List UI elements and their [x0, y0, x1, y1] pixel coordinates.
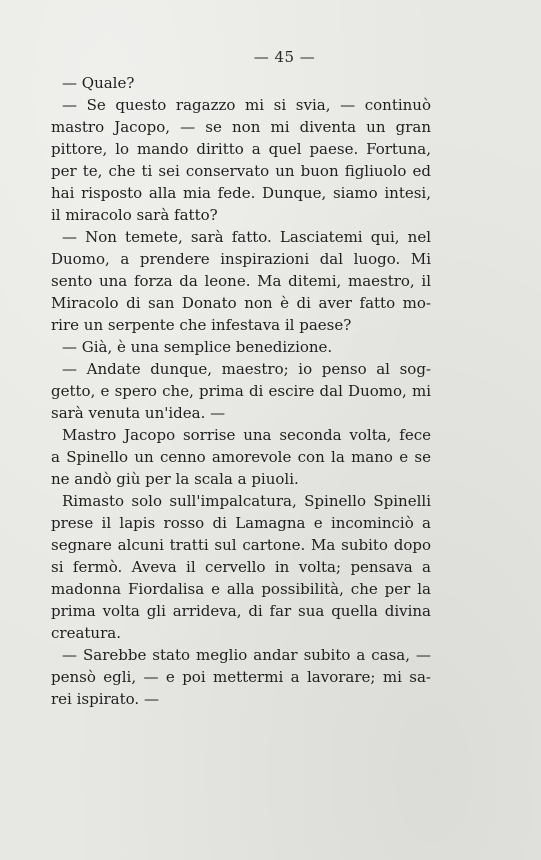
text-line: sarà venuta un'idea. — [51, 404, 226, 422]
text-line: — Se questo ragazzo mi si svia, — continuò [62, 96, 431, 114]
text-line: ne andò giù per la scala a piuoli. [51, 470, 299, 488]
text-line: — Già, è una semplice benedizione. [62, 338, 333, 356]
paragraph [51, 226, 431, 336]
text-line: — Non temete, sarà fatto. Lasciatemi qui, nel [62, 228, 431, 246]
paragraph [51, 424, 431, 490]
paragraph [51, 490, 431, 644]
text-line: per te, che ti sei conservato un buon figliuolo ed [51, 162, 431, 180]
text-line: pensò egli, — e poi mettermi a lavorare; mi sa- [51, 668, 431, 686]
paragraph [51, 72, 431, 94]
text-line: il miracolo sarà fatto? [51, 206, 218, 224]
text-line: sento una forza da leone. Ma ditemi, maestro, il [51, 272, 431, 290]
text-line: mastro Jacopo, — se non mi diventa un gran [51, 118, 431, 136]
text-line: rei ispirato. — [51, 690, 159, 708]
text-line: — Andate dunque, maestro; io penso al sog- [62, 360, 431, 378]
text-line: hai risposto alla mia fede. Dunque, siamo intesi, [51, 184, 431, 202]
text-line: rire un serpente che infestava il paese? [51, 316, 352, 334]
body-text [51, 72, 431, 710]
text-line: si fermò. Aveva il cervello in volta; pensava a [51, 558, 431, 576]
paragraph [51, 358, 431, 424]
text-line: Duomo, a prendere inspirazioni dal luogo. Mi [51, 250, 431, 268]
text-line: pittore, lo mando diritto a quel paese. Fortuna, [51, 140, 431, 158]
text-line: Mastro Jacopo sorrise una seconda volta, fece [62, 426, 431, 444]
text-line: — Quale? [62, 74, 135, 92]
paragraph [51, 94, 431, 226]
text-line: segnare alcuni tratti sul cartone. Ma subito dopo [51, 536, 431, 554]
text-line: getto, e spero che, prima di escire dal Duomo, mi [51, 382, 431, 400]
text-line: Miracolo di san Donato non è di aver fatto mo- [51, 294, 431, 312]
text-line: prese il lapis rosso di Lamagna e incominciò a [51, 514, 431, 532]
text-line: madonna Fiordalisa e alla possibilità, che per la [51, 580, 431, 598]
text-line: creatura. [51, 624, 121, 642]
text-line: a Spinello un cenno amorevole con la mano e se [51, 448, 431, 466]
text-line: prima volta gli arrideva, di far sua quella divina [51, 602, 431, 620]
paragraph [51, 644, 431, 710]
page-number: — 45 — [253, 48, 316, 66]
text-line: Rimasto solo sull'impalcatura, Spinello Spinelli [62, 492, 431, 510]
text-line: — Sarebbe stato meglio andar subito a casa, — [62, 646, 431, 664]
paragraph [51, 336, 431, 358]
